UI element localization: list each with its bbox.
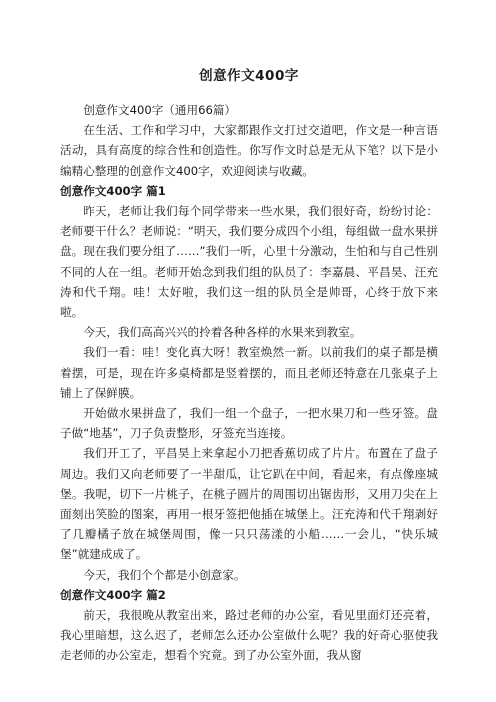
section-heading: 创意作文400字 篇2 — [60, 587, 166, 602]
intro-line: 创意作文400字（通用66篇） — [83, 103, 237, 117]
document-title: 创意作文400字 — [199, 68, 299, 84]
paragraph: 前天，我很晚从教室出来，路过老师的办公室，看见里面灯还亮着，我心里暗想，这么迟了，老师怎么还办公室做什么呢？我的好奇心驱使我走老师的办公室走，想看个究竟。到了办公室外面，我从窗 — [60, 608, 438, 663]
paragraph: 我们一看：哇！变化真大呀！教室焕然一新。以前我们的桌子都是横着摆，可是，现在许多桌椅都是竖着摆的，而且老师还特意在几张桌子上铺上了保鲜膜。 — [60, 345, 438, 400]
paragraph: 我们开工了，平昌昊上来拿起小刀把香蕉切成了片片。布置在了盘子周边。我们又向老师要了一半甜瓜，让它趴在中间，看起来，有点像座城堡。我呢，切下一片桃子，在桃子圆片的周围切出锯齿形，又用刀尖在上面刻出笑脸的图案，再用一根牙签把他插在城堡上。汪充涛和代千翔剥好了几瓣橘子放在城堡周围，像一只只荡漾的小船……一会儿，“快乐城堡”就建成成了。 — [60, 446, 438, 562]
paragraph: 今天，我们高高兴兴的拎着各种各样的水果来到教室。 — [83, 325, 362, 340]
section-heading: 创意作文400字 篇1 — [60, 183, 166, 198]
document-body — [60, 100, 438, 666]
paragraph: 昨天，老师让我们每个同学带来一些水果，我们很好奇，纷纷讨论：老师要干什么？老师说：“明天，我们要分成四个小组，每组做一盘水果拼盘。现在我们要分组了……”我们一听，心里十分激动，生怕和与自己性别不同的人在一组。老师开始念到我们组的队员了：李嘉晨、平昌昊、汪充涛和代千翔。哇！太好啦，我们这一组的队员全是帅哥，心终于放下来啦。 — [60, 204, 438, 320]
paragraph: 开始做水果拼盘了，我们一组一个盘子，一把水果刀和一些牙签。盘子做“地基”，刀子负责整形，牙签充当连接。 — [60, 406, 438, 441]
intro-paragraph: 在生活、工作和学习中，大家都跟作文打过交道吧，作文是一种言语活动，具有高度的综合性和创造性。你写作文时总是无从下笔？以下是小编精心整理的创意作文400字，欢迎阅读与收藏。 — [60, 123, 438, 178]
paragraph: 今天，我们个个都是小创意家。 — [83, 567, 246, 582]
